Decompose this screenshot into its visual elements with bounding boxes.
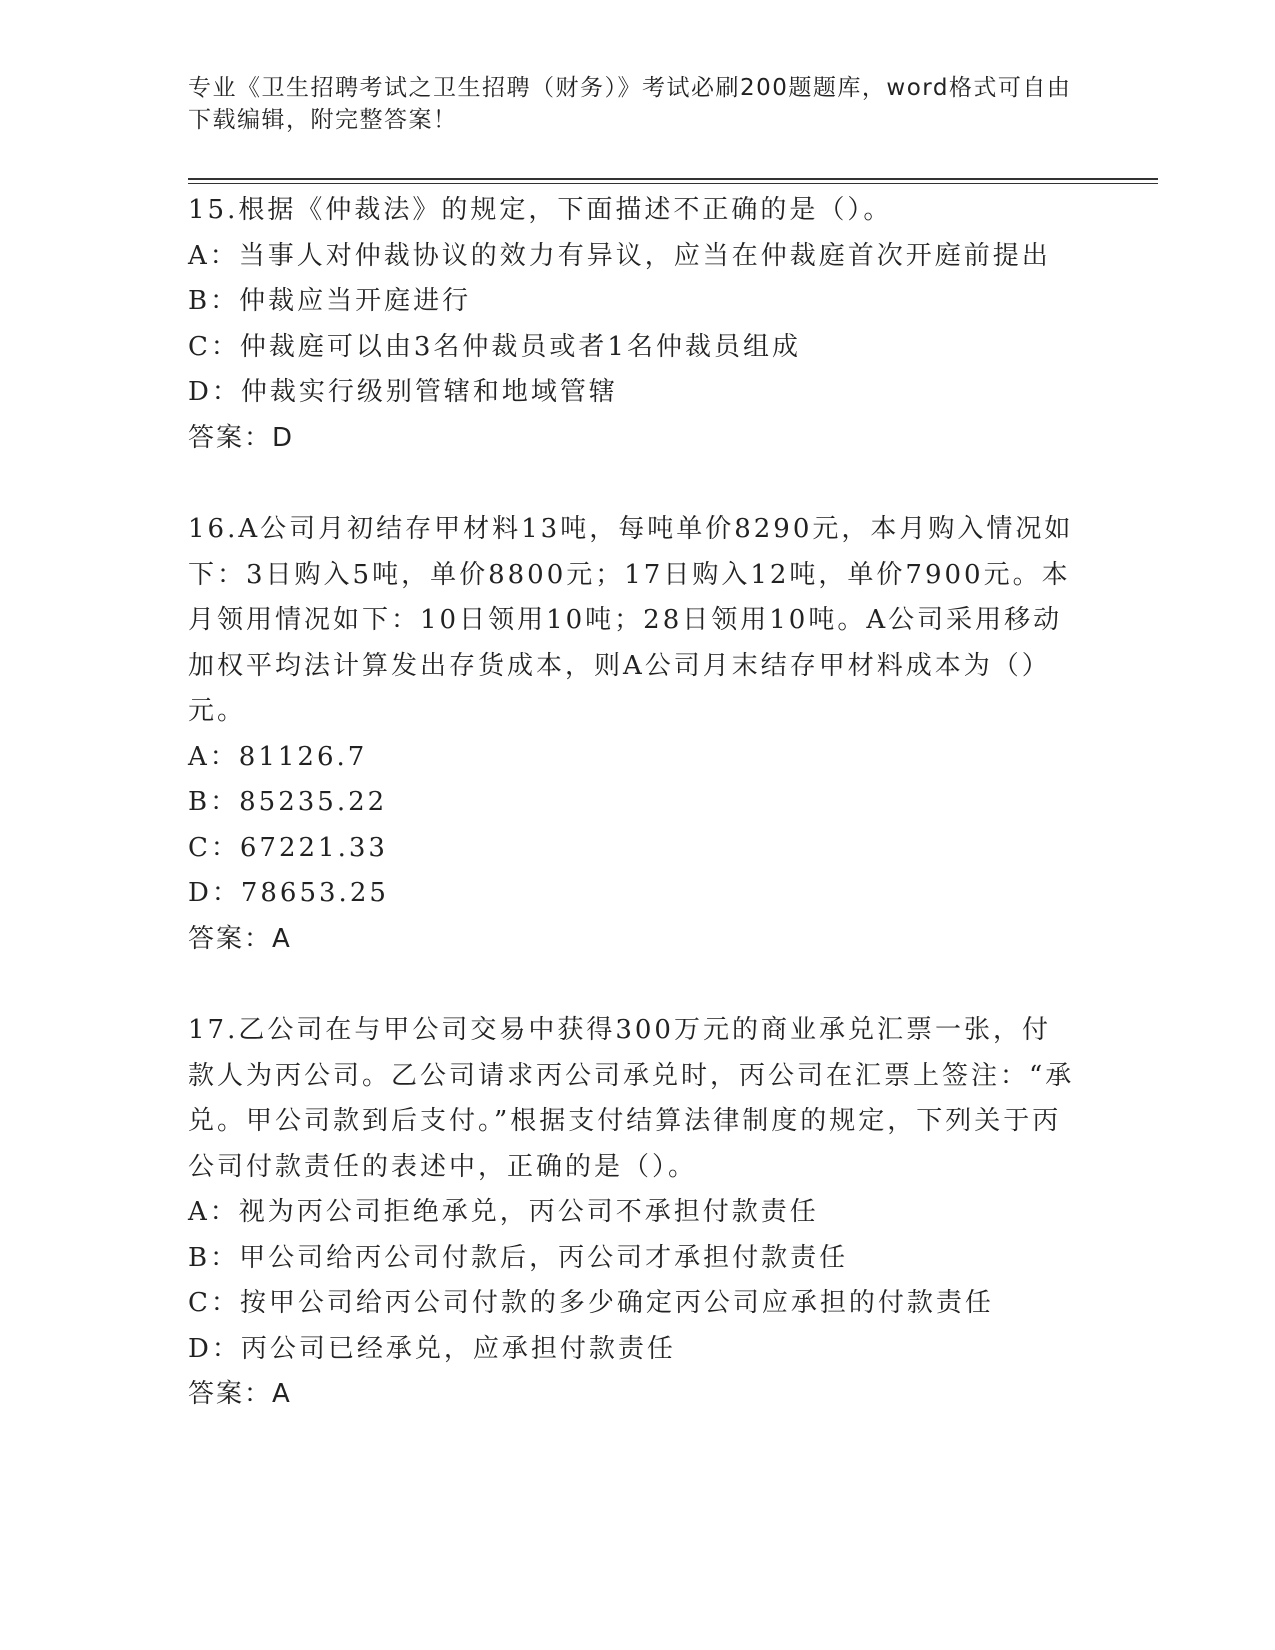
question-list xyxy=(188,188,1078,1464)
option-a: A：视为丙公司拒绝承兑，丙公司不承担付款责任 xyxy=(188,1197,819,1227)
option-c: C：67221.33 xyxy=(188,832,388,863)
option-d: D：仲裁实行级别管辖和地域管辖 xyxy=(188,377,618,407)
question-17 xyxy=(188,1008,1078,1418)
question-16 xyxy=(188,507,1078,962)
option-b: B：仲裁应当开庭进行 xyxy=(188,286,472,316)
question-stem: 17.乙公司在与甲公司交易中获得300万元的商业承兑汇票一张，付款人为丙公司。乙公司请求丙公司承兑时，丙公司在汇票上签注：“承兑。甲公司款到后支付。”根据支付结算法律制度的规定，下列关于丙公司付款责任的表述中，正确的是（）。 xyxy=(188,1015,1075,1182)
header-divider xyxy=(188,178,1158,180)
option-a: A：当事人对仲裁协议的效力有异议，应当在仲裁庭首次开庭前提出 xyxy=(188,240,1051,271)
page-header: 专业《卫生招聘考试之卫生招聘（财务）》考试必刷200题题库，word格式可自由下载编辑，附完整答案！ xyxy=(188,75,1072,133)
question-15 xyxy=(188,188,1078,461)
question-stem: 16.A公司月初结存甲材料13吨，每吨单价8290元，本月购入情况如下：3日购入5吨，单价8800元；17日购入12吨，单价7900元。本月领用情况如下：10日领用10吨；28日领用10吨。A公司采用移动加权平均法计算发出存货成本，则A公司月末结存甲材料成本为（）元。 xyxy=(188,514,1074,726)
option-d: D：丙公司已经承兑，应承担付款责任 xyxy=(188,1333,676,1364)
answer: 答案：A xyxy=(188,923,292,954)
option-a: A：81126.7 xyxy=(188,741,368,772)
option-c: C：按甲公司给丙公司付款的多少确定丙公司应承担的付款责任 xyxy=(188,1288,994,1318)
option-c: C：仲裁庭可以由3名仲裁员或者1名仲裁员组成 xyxy=(188,331,801,362)
answer: 答案：A xyxy=(188,1379,292,1409)
option-b: B：85235.22 xyxy=(188,787,388,817)
option-b: B：甲公司给丙公司付款后，丙公司才承担付款责任 xyxy=(188,1242,849,1273)
question-stem: 15.根据《仲裁法》的规定，下面描述不正确的是（）。 xyxy=(188,195,893,225)
answer: 答案：D xyxy=(188,422,295,453)
option-d: D：78653.25 xyxy=(188,878,389,908)
